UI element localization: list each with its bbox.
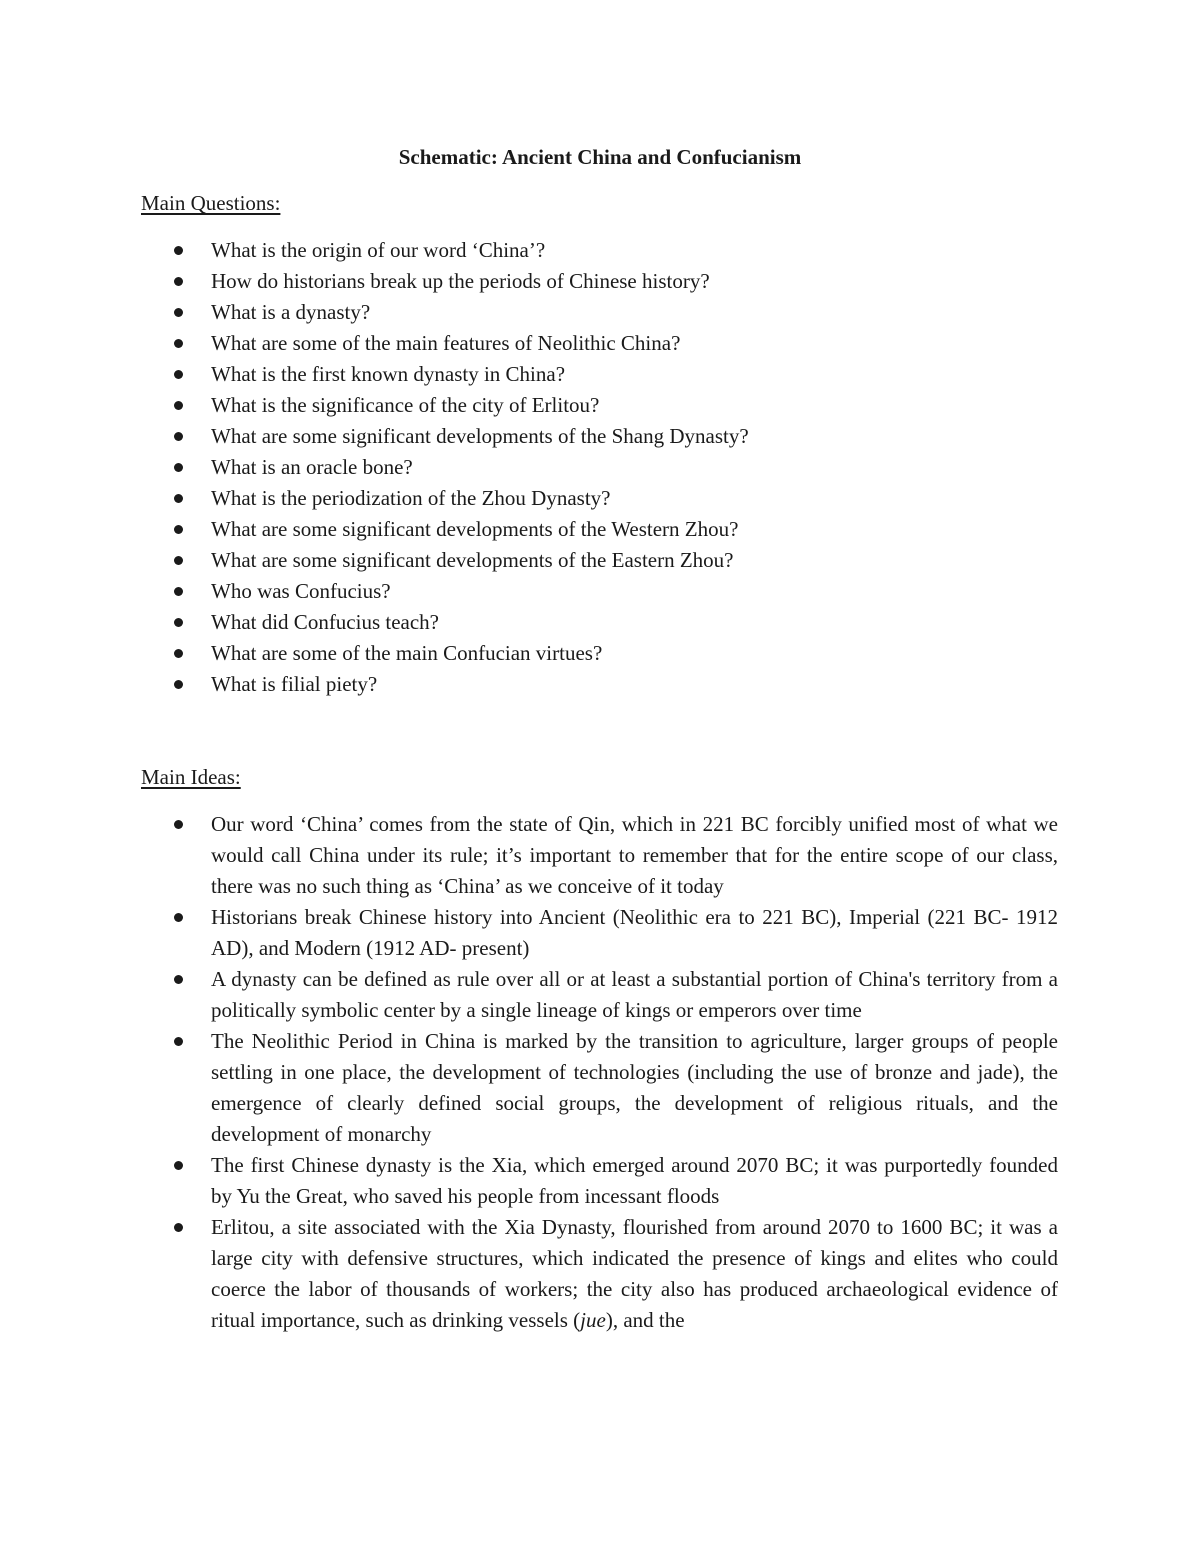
bullet-icon	[174, 432, 183, 441]
list-item: What is the significance of the city of Erlitou?	[0, 390, 749, 421]
list-item: What are some significant developments of the Western Zhou?	[0, 514, 749, 545]
bullet-icon	[174, 339, 183, 348]
list-item: The Neolithic Period in China is marked by the transition to agriculture, larger groups of people settling in one place, the development of technologies (including the use of bronze and jade), the emergence of clearly defined social groups, the development of religious rituals, and the development of monarchy	[0, 1026, 1058, 1150]
main-questions-list	[0, 235, 749, 700]
bullet-icon	[174, 277, 183, 286]
list-item: Our word ‘China’ comes from the state of Qin, which in 221 BC forcibly unified most of what we would call China under its rule; it’s important to remember that for the entire scope of our class, there was no such thing as ‘China’ as we conceive of it today	[0, 809, 1058, 902]
main-questions-heading: Main Questions:	[141, 191, 281, 215]
list-item: What are some of the main features of Neolithic China?	[0, 328, 749, 359]
list-item: What did Confucius teach?	[0, 607, 749, 638]
list-item: Who was Confucius?	[0, 576, 749, 607]
bullet-icon	[174, 820, 183, 829]
bullet-icon	[174, 370, 183, 379]
bullet-icon	[174, 1037, 183, 1046]
list-item: The first Chinese dynasty is the Xia, which emerged around 2070 BC; it was purportedly founded by Yu the Great, who saved his people from incessant floods	[0, 1150, 1058, 1212]
bullet-icon	[174, 913, 183, 922]
main-ideas-list	[0, 809, 1058, 1336]
bullet-icon	[174, 680, 183, 689]
list-item: What is filial piety?	[0, 669, 749, 700]
bullet-icon	[174, 494, 183, 503]
list-item: What are some significant developments of the Eastern Zhou?	[0, 545, 749, 576]
bullet-icon	[174, 525, 183, 534]
bullet-icon	[174, 556, 183, 565]
list-item: What are some significant developments of the Shang Dynasty?	[0, 421, 749, 452]
bullet-icon	[174, 463, 183, 472]
list-item: How do historians break up the periods of Chinese history?	[0, 266, 749, 297]
bullet-icon	[174, 975, 183, 984]
list-item: Erlitou, a site associated with the Xia Dynasty, flourished from around 2070 to 1600 BC; it was a large city with defensive structures, which indicated the presence of kings and elites who could coerce the labor of thousands of workers; the city also has produced archaeological evidence of ritual importance, such as drinking vessels (jue), and the	[0, 1212, 1058, 1336]
list-item: What is an oracle bone?	[0, 452, 749, 483]
bullet-icon	[174, 1223, 183, 1232]
main-ideas-heading: Main Ideas:	[141, 765, 241, 789]
bullet-icon	[174, 587, 183, 596]
list-item: What is the periodization of the Zhou Dynasty?	[0, 483, 749, 514]
bullet-icon	[174, 618, 183, 627]
list-item: What is a dynasty?	[0, 297, 749, 328]
bullet-icon	[174, 401, 183, 410]
bullet-icon	[174, 649, 183, 658]
bullet-icon	[174, 308, 183, 317]
bullet-icon	[174, 1161, 183, 1170]
list-item: What is the origin of our word ‘China’?	[0, 235, 749, 266]
italic-term: jue	[580, 1308, 606, 1332]
bullet-icon	[174, 246, 183, 255]
list-item: What are some of the main Confucian virtues?	[0, 638, 749, 669]
list-item: A dynasty can be defined as rule over all or at least a substantial portion of China's territory from a politically symbolic center by a single lineage of kings or emperors over time	[0, 964, 1058, 1026]
list-item: What is the first known dynasty in China?	[0, 359, 749, 390]
list-item: Historians break Chinese history into Ancient (Neolithic era to 221 BC), Imperial (221 BC- 1912 AD), and Modern (1912 AD- present)	[0, 902, 1058, 964]
document-title: Schematic: Ancient China and Confucianism	[398, 145, 802, 169]
